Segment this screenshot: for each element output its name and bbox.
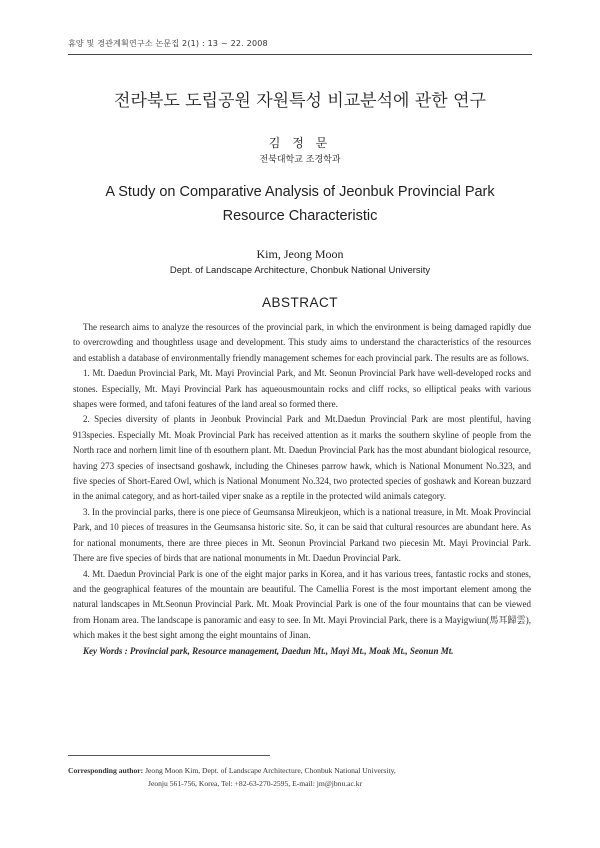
abstract-paragraph: 1. Mt. Daedun Provincial Park, Mt. Mayi Provincial Park, and Mt. Seonun Provincial Park have well-developed rocks and stones. Especially, Mt. Mayi Provincial Park has aqueousmountain rocks and cliff rocks, so elliptical peaks with various shapes were formed, and tafoni features of the land areal so formed there. — [73, 368, 531, 410]
keywords: Key Words : Provincial park, Resource management, Daedun Mt., Mayi Mt., Moak Mt., Seonun Mt. — [83, 645, 454, 656]
affiliation-korean: 전북대학교 조경학과 — [259, 155, 341, 165]
abstract-paragraph: 3. In the provincial parks, there is one piece of Geumsansa Mireukjeon, which is a national treasure, in Mt. Moak Provincial Park, and 10 pieces of treasures in the Geumsansa historic site. So, it can be said that cultural resources are abundant here. As for national monuments, there are three pieces in Mt. Seonun Provincial Parkand two piecesin Mt. Mayi Provincial Park. There are five species of birds that are national monuments in Mt. Daedun Provincial Park. — [73, 506, 531, 564]
footnote-line1: Jeong Moon Kim, Dept. of Landscape Architecture, Chonbuk National University, — [145, 766, 396, 775]
affiliation-english: Dept. of Landscape Architecture, Chonbuk National University — [169, 265, 431, 276]
abstract-heading: ABSTRACT — [261, 295, 338, 310]
footnote — [68, 764, 396, 790]
abstract-paragraph: 2. Species diversity of plants in Jeonbuk Provincial Park and Mt.Daedun Provincial Park are most plentiful, having 913species. Especially Mt. Moak Provincial Park has received attention as it marks the southern skyline of people from the North race and norhern limit line of th esouthern plant. Mt. Daedun Provincial Park has the most abundant biological resource, having 273 species of insectsand goshawk, including the Chineses parrow hawk, which is National Monument No.323, and five species of Short-Eared Owl, which is National Monument No.324, two protected species of goshawk and Korean buzzard in the animal category, and as hort-tailed viper snake as a reptile in the protected wild animals category. — [73, 414, 531, 502]
title-english-line2: Resource Characteristic — [222, 208, 378, 224]
title-korean: 전라북도 도립공원 자원특성 비교분석에 관한 연구 — [114, 91, 486, 111]
abstract-body — [73, 320, 531, 659]
journal-header: 휴양 및 경관계획연구소 논문집 2(1) : 13 ~ 22. 2008 — [68, 39, 268, 48]
abstract-paragraph: 4. Mt. Daedun Provincial Park is one of the eight major parks in Korea, and it has various trees, fantastic rocks and stones, and the geographical features of the mountain are beautiful. The Camellia Forest is the most important element among the natural landscapes in Mt.Seonun Provincial Park. Mt. Moak Provincial Park is one of the four mountains that can be viewed from Honam area. The landscape is panoramic and easy to see. In Mt. Mayi Provincial Park, there is a Mayigwiun(馬耳歸雲), which makes it the best sight among the eight mountains of Jinan. — [73, 568, 531, 641]
header-rule — [68, 54, 532, 55]
footnote-rule — [68, 755, 270, 756]
author-korean: 김 정 문 — [268, 136, 332, 150]
title-english — [0, 180, 600, 228]
author-english: Kim, Jeong Moon — [256, 247, 344, 261]
footnote-label: Corresponding author: — [68, 766, 144, 775]
footnote-line2: Jeonju 561-756, Korea, Tel: +82-63-270-2595, E-mail: jm@jbnu.ac.kr — [148, 779, 363, 788]
abstract-paragraph: The research aims to analyze the resources of the provincial park, in which the environment is being damaged rapidly due to overcrowding and thoughtless usage and development. This study aims to understand the characteristics of the resources and establish a database of environmentally friendly management schemes for each provincial park. The results are as follows. — [73, 322, 531, 363]
title-english-line1: A Study on Comparative Analysis of Jeonbuk Provincial Park — [105, 184, 495, 200]
